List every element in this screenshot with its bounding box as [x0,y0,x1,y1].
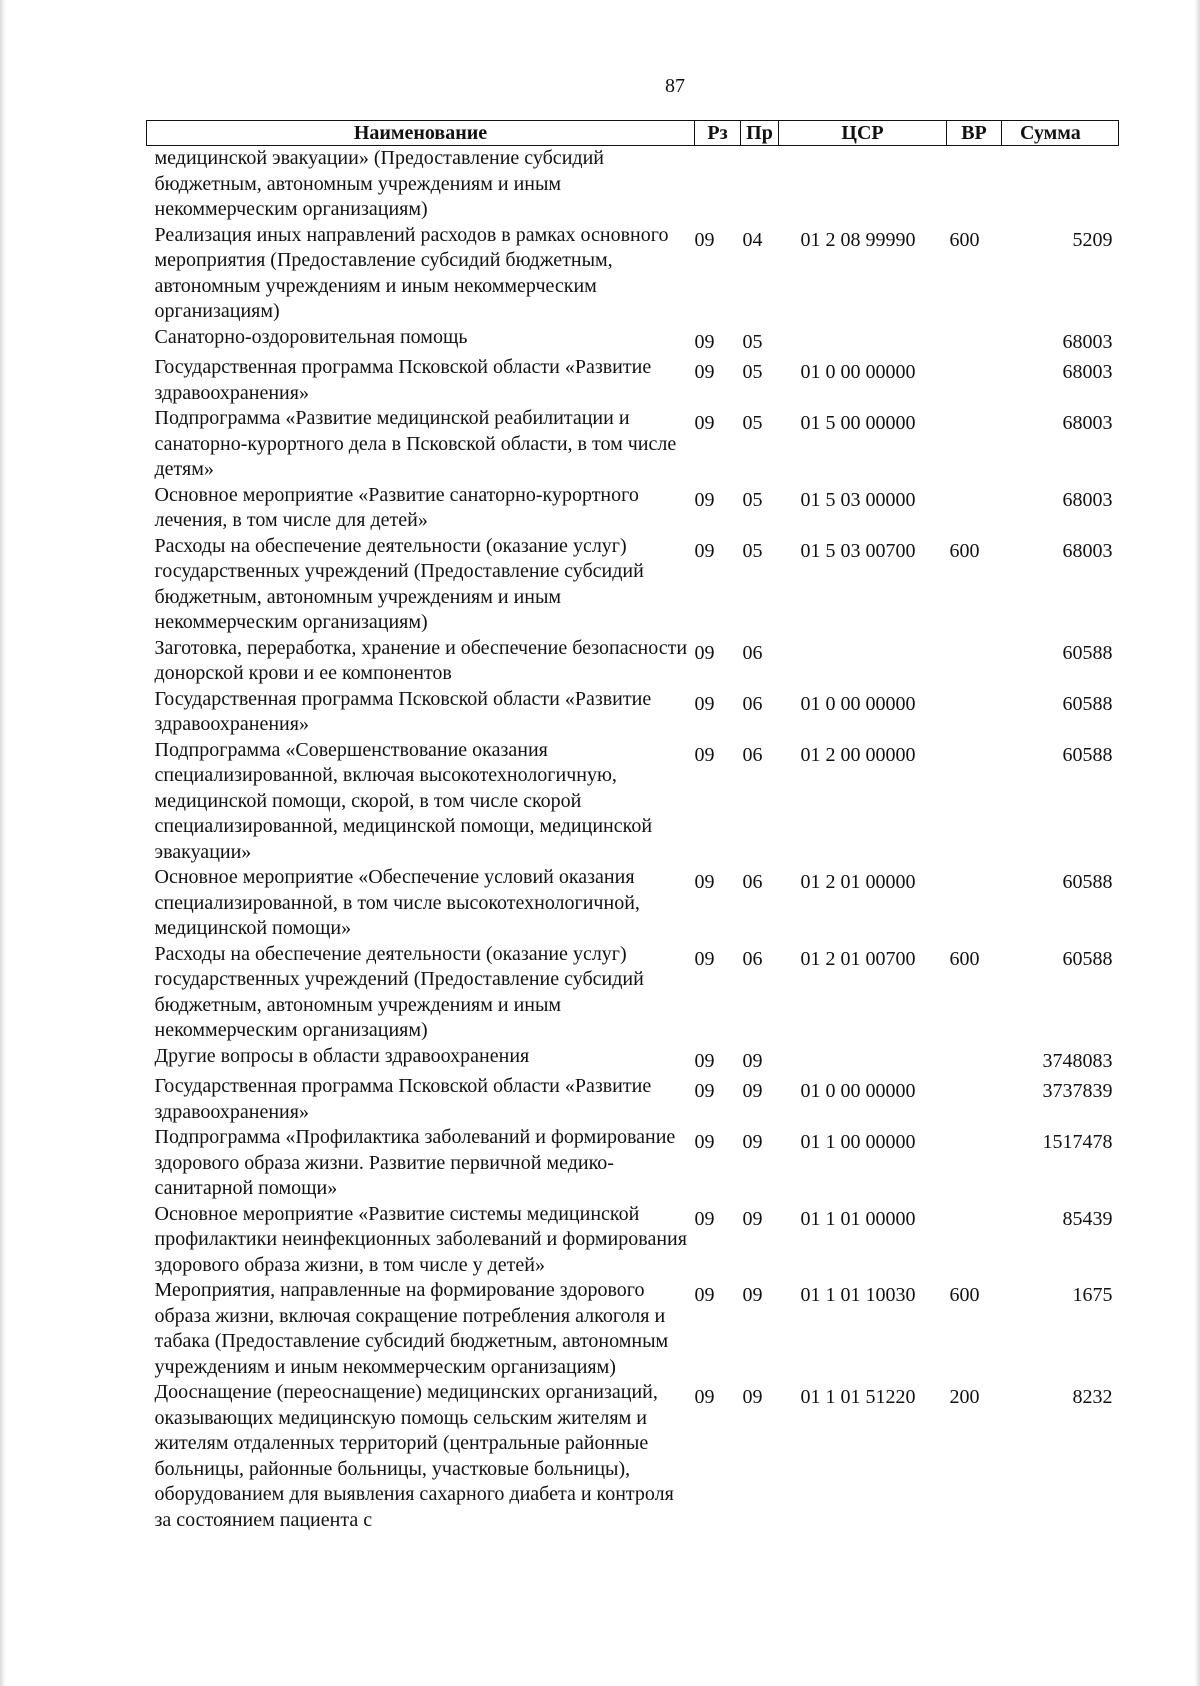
cell-pr: 09 [742,1080,763,1102]
cell-csr: 01 0 00 00000 [800,1080,916,1102]
cell-csr [779,325,947,356]
table-row [147,406,1119,483]
cell-vr [947,687,1002,738]
cell-rz: 09 [694,1284,715,1306]
table-row [147,636,1119,687]
cell-vr [947,1044,1002,1075]
cell-sum: 60588 [1062,947,1113,970]
cell-sum: 8232 [1072,1386,1113,1408]
cell-sum: 85439 [1062,1207,1113,1230]
cell-csr: 01 0 00 00000 [800,692,916,715]
cell-csr: 01 1 01 10030 [800,1284,916,1306]
cell-vr: 600 [949,1284,980,1306]
cell-rz: 09 [694,488,715,511]
cell-csr: 01 5 03 00700 [800,539,916,562]
cell-sum: 68003 [1062,412,1113,434]
cell-vr: 600 [949,539,980,562]
scan-edge-left [0,0,6,1686]
table-header-row [147,121,1119,146]
cell-vr [947,865,1002,942]
cell-name: Государственная программа Псковской области «Развитие здравоохранения» [154,356,652,404]
cell-rz: 09 [694,947,715,970]
cell-sum: 1675 [1072,1284,1113,1306]
table-row [147,1278,1119,1380]
cell-sum: 68003 [1062,488,1113,511]
cell-vr [947,355,1002,406]
table-row [147,1074,1119,1125]
cell-pr: 06 [742,641,763,664]
table-row [147,1125,1119,1202]
cell-sum: 5209 [1072,228,1113,251]
cell-rz: 09 [694,743,715,766]
cell-vr: 600 [949,228,980,251]
cell-name: Основное мероприятие «Развитие системы медицинской профилактики неинфекционных заболеваний и формирования здорового образа жизни, в том числе у детей» [154,1202,687,1276]
table-row [147,146,1119,223]
cell-pr: 09 [742,1284,763,1306]
cell-vr [947,636,1002,687]
cell-rz: 09 [694,1080,715,1102]
cell-rz: 09 [694,412,715,434]
header-pr: Пр [741,121,779,146]
cell-csr [779,636,947,687]
table-row [147,534,1119,636]
cell-vr [947,325,1002,356]
cell-pr: 05 [742,361,763,383]
cell-rz: 09 [694,1049,715,1072]
table-row [147,483,1119,534]
cell-csr: 01 5 00 00000 [800,412,916,434]
table-row [147,1202,1119,1279]
cell-pr: 09 [742,1386,763,1408]
cell-pr: 05 [742,330,763,353]
cell-vr [947,1202,1002,1279]
table-row [147,687,1119,738]
cell-csr: 01 1 01 00000 [800,1207,916,1230]
cell-vr [947,1125,1002,1202]
table-row [147,1380,1119,1533]
cell-pr: 04 [742,228,763,251]
cell-pr: 06 [742,871,763,893]
header-csr: ЦСР [779,121,947,146]
cell-name: Санаторно-оздоровительная помощь [154,325,468,348]
cell-name: Основное мероприятие «Обеспечение условий оказания специализированной, в том числе высокотехнологичной, медицинской помощи» [154,866,640,939]
cell-pr: 06 [742,692,763,715]
cell-csr: 01 1 01 51220 [800,1386,916,1408]
cell-name: Подпрограмма «Профилактика заболеваний и формирование здорового образа жизни. Развитие первичной медико-санитарной помощи» [154,1126,676,1199]
cell-name: Расходы на обеспечение деятельности (оказание услуг) государственных учреждений (Предоставление субсидий бюджетным, автономным учреждениям и иным некоммерческим организациям) [154,534,644,633]
cell-vr [947,146,1002,223]
cell-sum: 60588 [1062,692,1113,715]
table-row [147,325,1119,356]
cell-pr [741,146,779,223]
cell-sum: 3748083 [1042,1049,1113,1072]
cell-csr: 01 2 01 00000 [800,871,916,893]
cell-csr: 01 5 03 00000 [800,488,916,511]
table-row [147,738,1119,866]
cell-vr [947,1074,1002,1125]
table-row [147,1044,1119,1075]
table-row [147,942,1119,1044]
cell-csr: 01 2 08 99990 [800,228,916,251]
cell-name: Подпрограмма «Развитие медицинской реабилитации и санаторно-курортного дела в Псковской области, в том числе детям» [154,407,677,480]
cell-rz: 09 [694,228,715,251]
cell-pr: 05 [742,539,763,562]
cell-rz: 09 [694,330,715,353]
cell-rz: 09 [694,1207,715,1230]
header-vr: ВР [947,121,1002,146]
cell-name: Основное мероприятие «Развитие санаторно-курортного лечения, в том числе для детей» [154,483,639,531]
cell-pr: 05 [742,412,763,434]
page-number: 87 [665,75,685,97]
cell-name: Подпрограмма «Совершенствование оказания специализированной, включая высокотехнологичную, медицинской помощи, скорой, в том числе скорой специализированной, медицинской помощи, медицинской эвакуации» [154,738,653,863]
cell-vr: 200 [949,1386,980,1408]
cell-name: Другие вопросы в области здравоохранения [154,1044,530,1067]
cell-csr: 01 2 00 00000 [800,743,916,766]
cell-rz: 09 [694,871,715,893]
cell-pr: 06 [742,947,763,970]
cell-sum: 60588 [1062,743,1113,766]
cell-rz: 09 [694,539,715,562]
budget-table [146,120,1119,1533]
cell-name: Дооснащение (переоснащение) медицинских организаций, оказывающих медицинскую помощь сельским жителям и жителям отдаленных территорий (центральные районные больницы, районные больницы, участковые больницы), оборудованием для выявления сахарного диабета и контроля за состоянием пациента с [154,1381,674,1531]
cell-name: Государственная программа Псковской области «Развитие здравоохранения» [154,687,652,735]
header-rz: Рз [695,121,741,146]
cell-pr: 09 [742,1131,763,1153]
cell-rz [695,146,741,223]
cell-sum: 60588 [1062,871,1113,893]
cell-rz: 09 [694,361,715,383]
cell-sum: 60588 [1062,641,1113,664]
cell-sum [1002,146,1119,223]
cell-sum: 68003 [1062,361,1113,383]
cell-sum: 68003 [1062,539,1113,562]
cell-csr: 01 0 00 00000 [800,361,916,383]
scan-edge-right [1194,0,1200,1686]
cell-csr: 01 1 00 00000 [800,1131,916,1153]
cell-name: Реализация иных направлений расходов в рамках основного мероприятия (Предоставление субсидий бюджетным, автономным учреждениям и иным некоммерческим организациям) [154,223,669,322]
cell-pr: 09 [742,1049,763,1072]
cell-pr: 05 [742,488,763,511]
cell-name: медицинской эвакуации» (Предоставление субсидий бюджетным, автономным учреждениям и иным некоммерческим организациям) [154,147,604,220]
cell-rz: 09 [694,692,715,715]
cell-rz: 09 [694,1131,715,1153]
cell-name: Мероприятия, направленные на формирование здорового образа жизни, включая сокращение потребления алкоголя и табака (Предоставление субсидий бюджетным, автономным учреждениям и иным некоммерческим организациям) [154,1279,669,1378]
cell-name: Расходы на обеспечение деятельности (оказание услуг) государственных учреждений (Предоставление субсидий бюджетным, автономным учреждениям и иным некоммерческим организациям) [154,942,644,1041]
cell-pr: 06 [742,743,763,766]
cell-csr: 01 2 01 00700 [800,947,916,970]
cell-vr: 600 [949,947,980,970]
table-row [147,223,1119,325]
table-body [147,146,1119,1534]
header-name: Наименование [147,121,695,146]
cell-name: Государственная программа Псковской области «Развитие здравоохранения» [154,1075,652,1123]
cell-csr [779,146,947,223]
cell-rz: 09 [694,641,715,664]
cell-sum: 68003 [1062,330,1113,353]
cell-name: Заготовка, переработка, хранение и обеспечение безопасности донорской крови и ее компонентов [154,636,688,684]
cell-rz: 09 [694,1386,715,1408]
table-row [147,355,1119,406]
cell-csr [779,1044,947,1075]
cell-sum: 3737839 [1042,1080,1113,1102]
table-row [147,865,1119,942]
table-header [147,121,1119,146]
cell-vr [947,406,1002,483]
cell-sum: 1517478 [1042,1131,1113,1153]
header-sum: Сумма [1002,121,1119,146]
cell-vr [947,738,1002,866]
cell-vr [947,483,1002,534]
cell-pr: 09 [742,1207,763,1230]
